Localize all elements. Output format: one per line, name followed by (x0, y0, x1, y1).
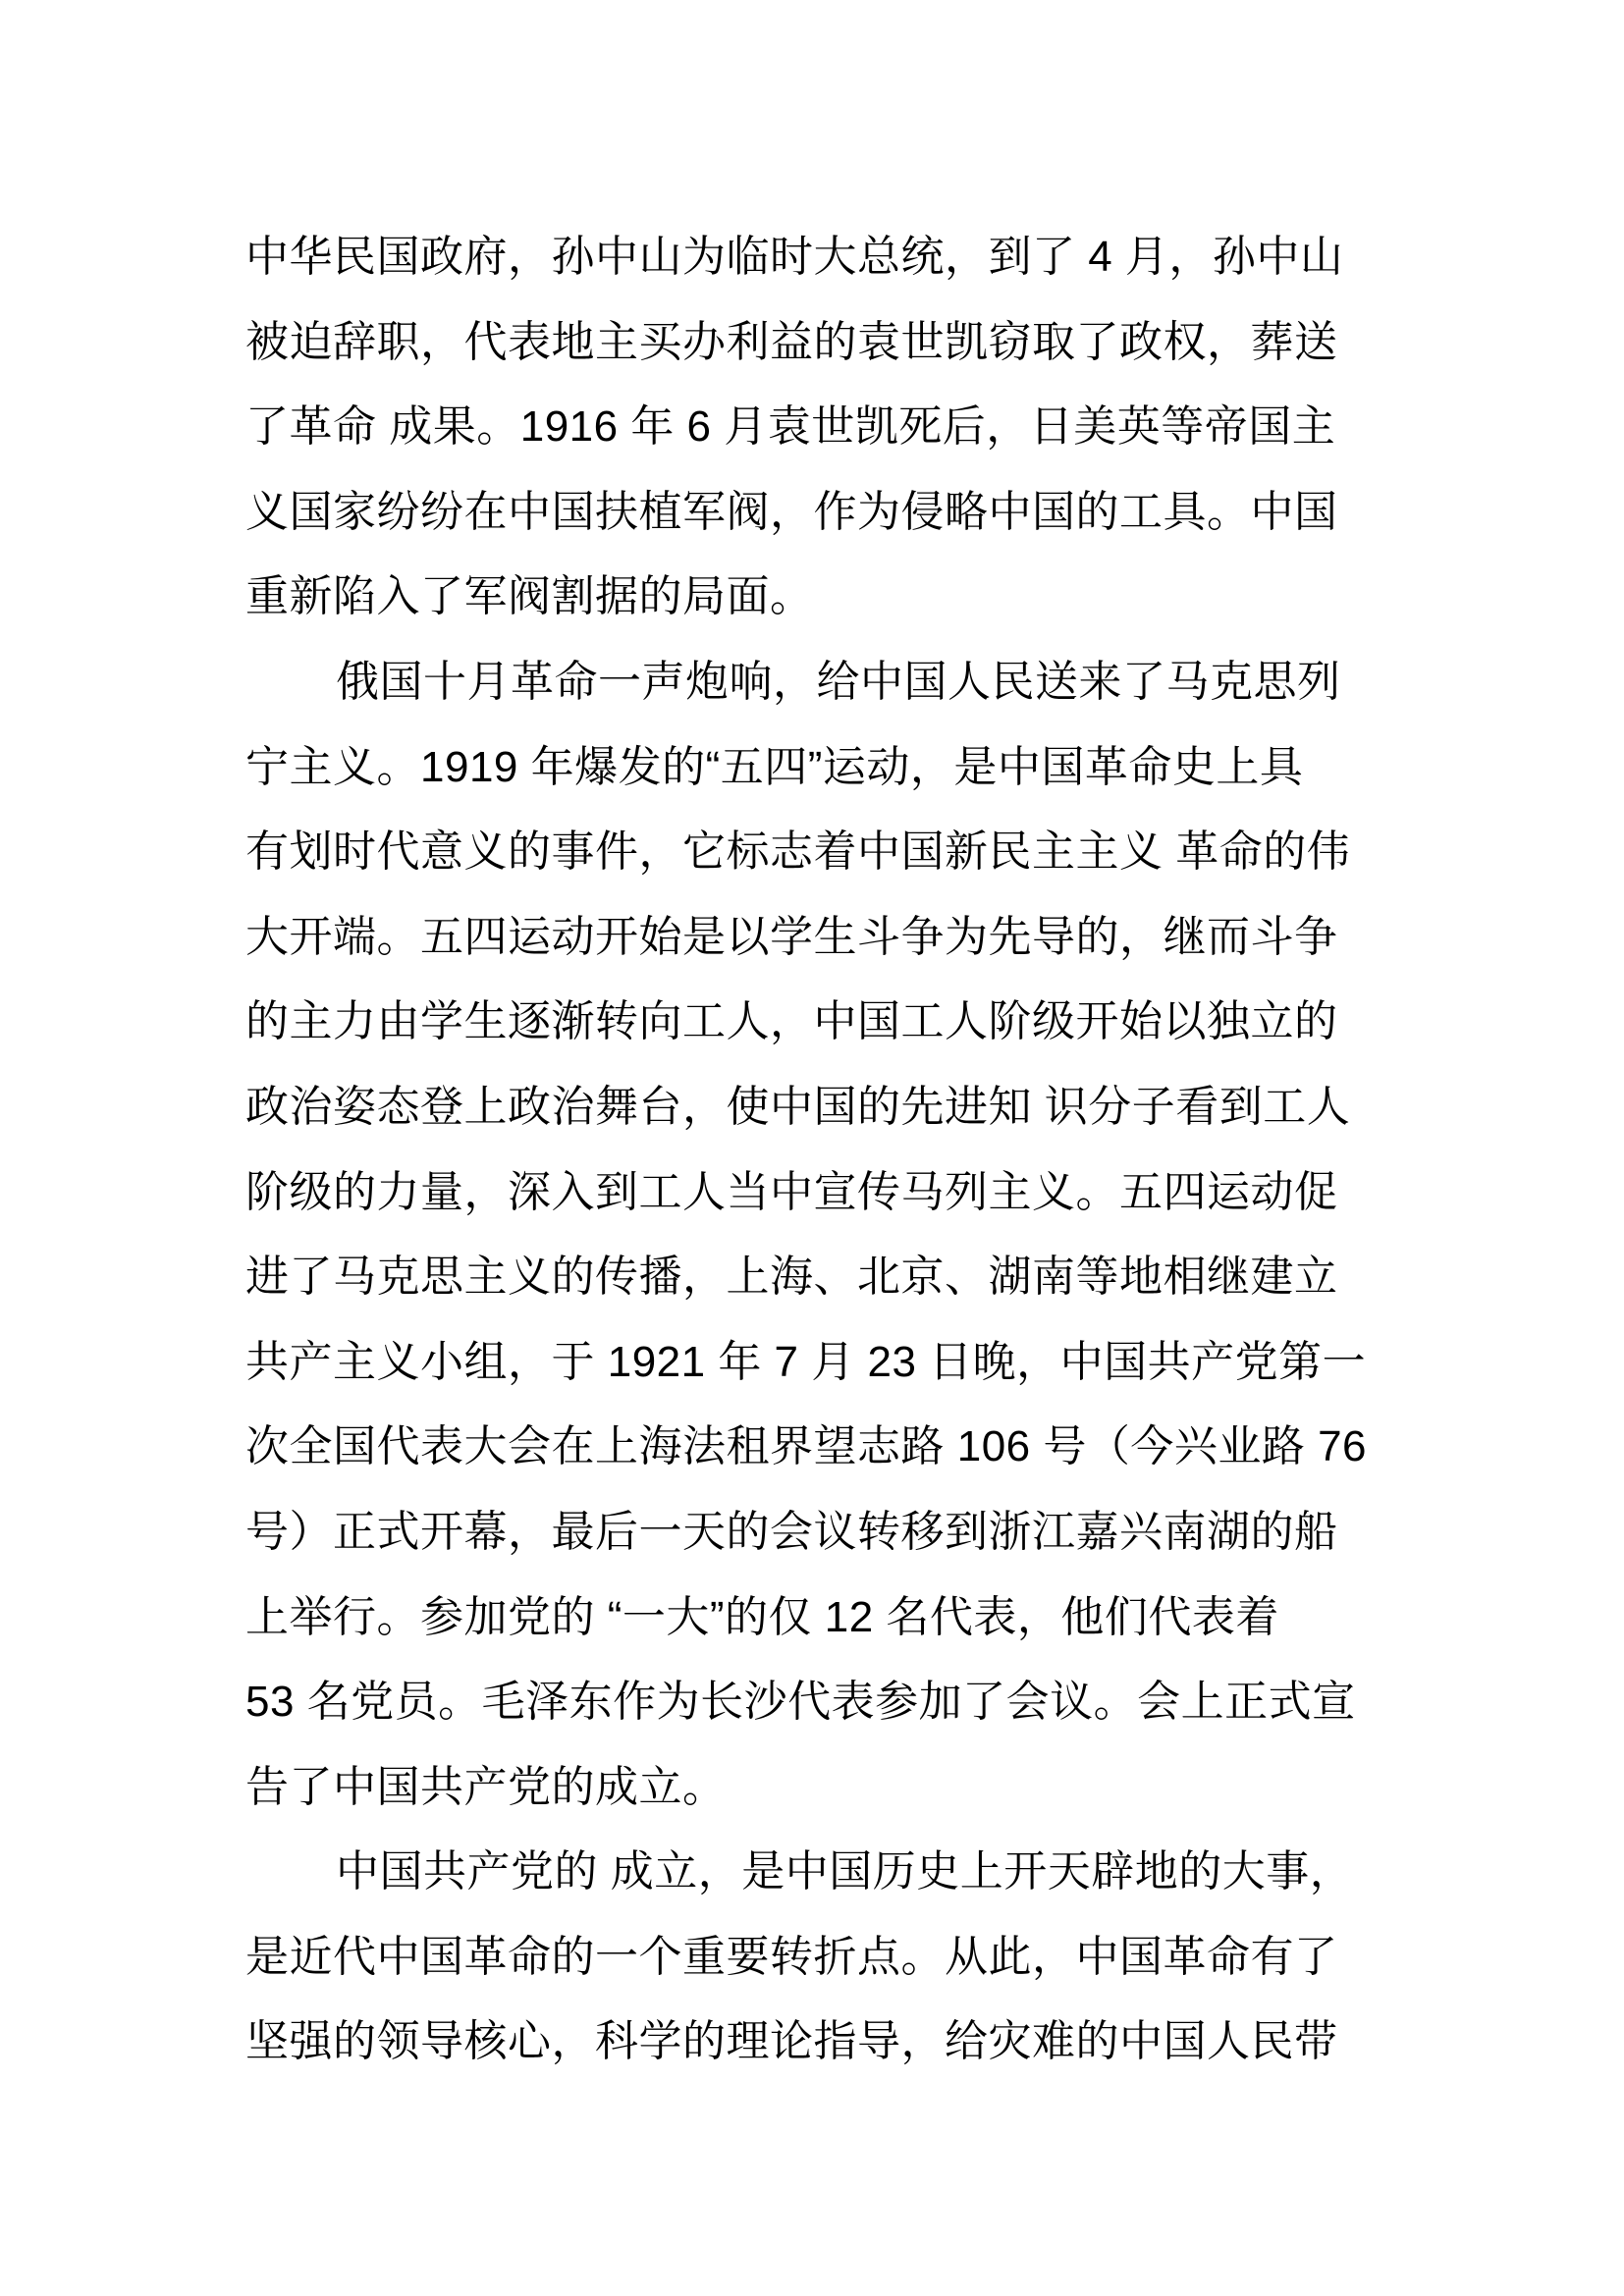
text-line: 了革命 成果。1916 年 6 月袁世凯死后，日美英等帝国主 (245, 402, 1336, 452)
text-line: 告了中国共产党的成立。 (245, 1762, 727, 1811)
text-line: 大开端。五四运动开始是以学生斗争为先导的，继而斗争 (245, 912, 1338, 961)
paragraph-1 (245, 215, 1394, 640)
text-line: 义国家纷纷在中国扶植军阀，作为侵略中国的工具。中国 (245, 487, 1338, 536)
paragraph-2 (245, 640, 1394, 1830)
text-block (245, 215, 1394, 2085)
text-line: 共产主义小组，于 1921 年 7 月 23 日晚，中国共产党第一 (245, 1337, 1367, 1386)
text-line: 坚强的领导核心，科学的理论指导，给灾难的中国人民带 (245, 2017, 1338, 2066)
text-line: 进了马克思主义的传播，上海、北京、湖南等地相继建立 (245, 1253, 1338, 1302)
text-line: 政治姿态登上政治舞台，使中国的先进知 识分子看到工人 (245, 1082, 1351, 1131)
text-line: 中华民国政府，孙中山为临时大总统，到了 4 月，孙中山 (245, 233, 1344, 281)
text-line: 号）正式开幕，最后一天的会议转移到浙江嘉兴南湖的船 (245, 1507, 1338, 1556)
text-line: 是近代中国革命的一个重要转折点。从此，中国革命有了 (245, 1932, 1338, 1981)
paragraph-3 (245, 1830, 1394, 2085)
text-line: 被迫辞职，代表地主买办利益的袁世凯窃取了政权，葬送 (245, 317, 1338, 366)
text-line: 的主力由学生逐渐转向工人，中国工人阶级开始以独立的 (245, 997, 1338, 1046)
text-line: 俄国十月革命一声炮响，给中国人民送来了马克思列 (336, 657, 1341, 706)
text-line: 重新陷入了军阀割据的局面。 (245, 572, 814, 621)
text-line: 阶级的力量，深入到工人当中宣传马列主义。五四运动促 (245, 1167, 1338, 1216)
text-line: 次全国代表大会在上海法租界望志路 106 号（今兴业路 76 (245, 1422, 1368, 1471)
text-line: 上举行。参加党的 “一大”的仅 12 名代表，他们代表着 (245, 1592, 1279, 1641)
text-line: 53 名党员。毛泽东作为长沙代表参加了会议。会上正式宣 (245, 1678, 1356, 1727)
text-line: 宁主义。1919 年爆发的“五四”运动，是中国革命史上具 (245, 742, 1304, 791)
text-line: 中国共产党的 成立，是中国历史上开天辟地的大事， (336, 1847, 1354, 1896)
text-line: 有划时代意义的事件，它标志着中国新民主主义 革命的伟 (245, 828, 1351, 877)
